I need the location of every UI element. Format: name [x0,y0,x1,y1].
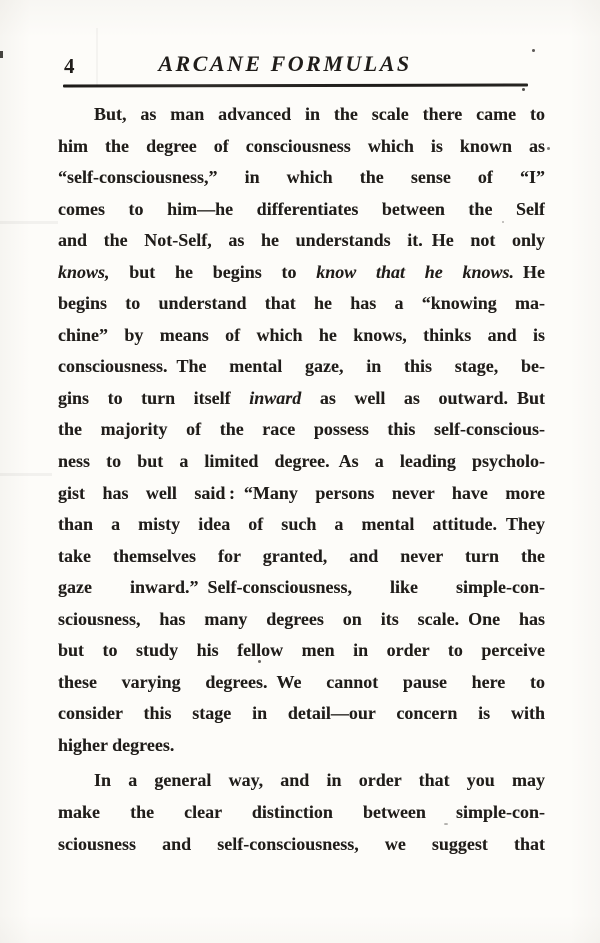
scan-speckle [522,88,525,91]
text-line [58,797,545,829]
text-segment: “self-consciousness,” in which the sense of “I” [58,167,545,188]
text-line [58,765,545,797]
text-segment: but to study his fellow men in order to perceive [58,640,545,661]
italic-text-segment: know that he knows. [316,261,514,282]
text-segment: gist has well said : “Many persons never have more [58,482,545,503]
italic-text-segment: knows, [58,261,110,282]
text-segment: consider this stage in detail—our concern is with [58,703,545,724]
text-segment: make the clear distinction between simple-con- [58,802,545,823]
text-segment: him the degree of consciousness which is known as [58,135,545,156]
text-segment: In a general way, and in order that you may [94,770,545,791]
text-line [58,604,545,636]
text-segment: the majority of the race possess this self-conscious- [58,419,545,440]
text-segment: But, as man advanced in the scale there came to [94,104,545,124]
text-segment: ness to but a limited degree. As a leading psycholo- [58,451,545,472]
text-segment: higher degrees. [58,734,175,755]
body-text [58,99,545,860]
scan-speckle [532,49,535,52]
text-line [58,351,545,383]
page-number: 4 [64,54,75,78]
text-segment: these varying degrees. We cannot pause here to [58,671,545,692]
text-line [58,730,545,762]
text-line [58,509,545,541]
text-line [58,320,545,352]
text-line [58,667,545,699]
text-segment: than a misty idea of such a mental attitude. They [58,514,545,535]
text-segment: consciousness. The mental gaze, in this stage, be- [58,356,545,377]
text-segment: and the Not-Self, as he understands it. He not only [58,230,545,251]
text-segment: begins to understand that he has a “knowing ma- [58,293,545,314]
text-line [58,257,545,289]
text-line [58,225,545,257]
header-rule [63,84,528,88]
text-segment: as well as outward. But [301,387,545,408]
running-header-title: ARCANE FORMULAS [158,51,412,76]
text-line [58,572,545,604]
text-segment: sciousness and self-consciousness, we suggest that [58,833,545,854]
text-segment: gaze inward.” Self-consciousness, like simple-con- [58,577,545,598]
text-segment: gins to turn itself [58,387,250,408]
text-segment: sciousness, has many degrees on its scale. One has [58,608,545,629]
paragraph [58,99,545,761]
text-segment: but he begins to [109,261,317,282]
text-line [58,635,545,667]
scan-speckle [547,147,550,150]
text-line [58,478,545,510]
italic-text-segment: inward [249,387,302,408]
text-line [58,131,545,163]
text-line [58,698,545,730]
scan-speckle [0,473,52,476]
scan-speckle [0,221,58,224]
text-segment: comes to him—he differentiates between the Self [58,198,545,219]
text-line [58,288,545,320]
text-line [58,162,545,194]
paragraph [58,765,545,860]
text-line [58,194,545,226]
text-line [58,99,545,131]
text-line [58,829,545,861]
text-segment: chine” by means of which he knows, thinks and is [58,324,545,345]
text-line [58,383,545,415]
text-segment: take themselves for granted, and never turn the [58,545,545,566]
text-line [58,446,545,478]
text-segment: He [514,261,545,282]
text-line [58,541,545,573]
text-line [58,414,545,446]
